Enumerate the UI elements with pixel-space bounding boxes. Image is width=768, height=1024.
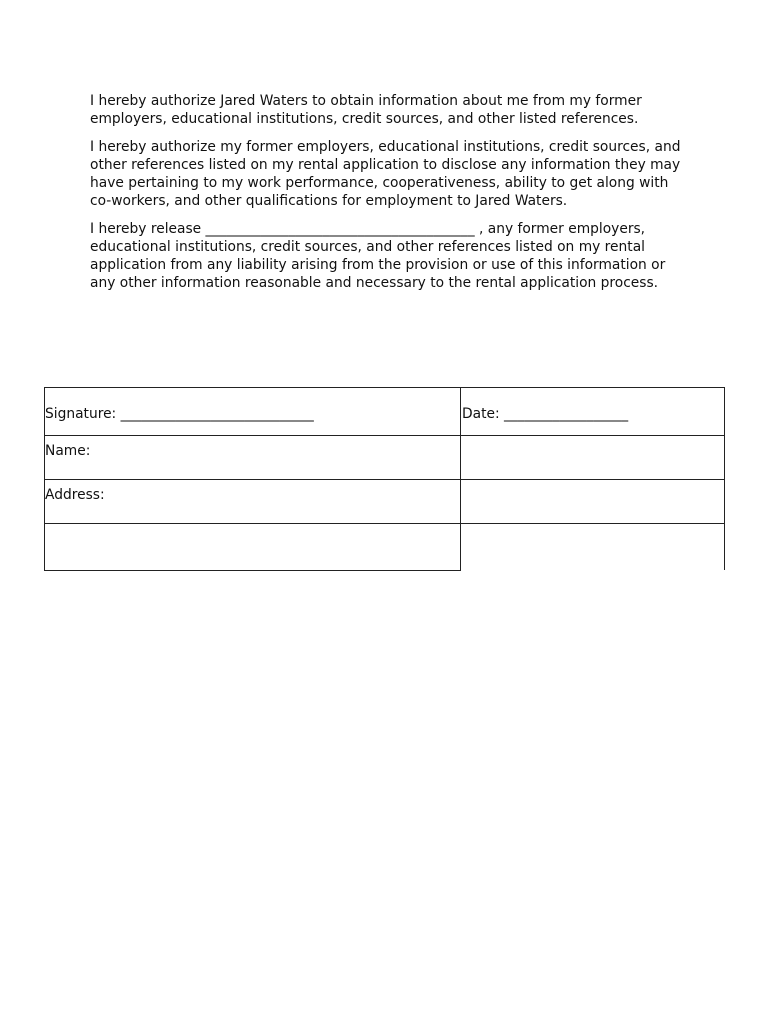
table-row-divider <box>44 479 725 480</box>
table-row-divider <box>44 523 725 524</box>
signature-label: Signature: ____________________________ <box>45 406 314 422</box>
table-top-border <box>44 387 725 388</box>
table-right-border <box>724 387 725 570</box>
authorization-paragraph-1: I hereby authorize Jared Waters to obtain information about me from my former employers, educational institutions, credit sources, and other listed references. <box>90 93 642 127</box>
name-value-cell[interactable] <box>462 437 722 477</box>
name-label: Name: <box>45 443 91 459</box>
signature-table <box>44 387 725 571</box>
address-value-cell[interactable] <box>462 481 722 521</box>
table-column-divider <box>460 387 461 571</box>
date-field[interactable] <box>462 406 722 422</box>
address-label: Address: <box>45 487 105 503</box>
date-label: Date: __________________ <box>462 406 629 422</box>
table-row-divider <box>44 435 725 436</box>
address-continuation-right-cell[interactable] <box>462 525 722 569</box>
table-bottom-border <box>44 570 461 571</box>
address-continuation-cell[interactable] <box>45 525 459 569</box>
authorization-paragraph-2: I hereby authorize my former employers, educational institutions, credit sources, and other references listed on my rental application to disclose any information they may have pertaining to my work performance, cooperativeness, ability to get along with co-workers, and other qualifications for employment to Jared Waters. <box>90 139 681 209</box>
authorization-text <box>90 92 690 302</box>
address-field[interactable] <box>45 487 459 503</box>
name-field[interactable] <box>45 443 459 459</box>
release-paragraph: I hereby release _______________________________________ , any former employers, educational institutions, credit sources, and other references listed on my rental application from any liability arising from the provision or use of this information or any other information reasonable and necessary to the rental application process. <box>90 221 666 291</box>
signature-field[interactable] <box>45 406 459 422</box>
